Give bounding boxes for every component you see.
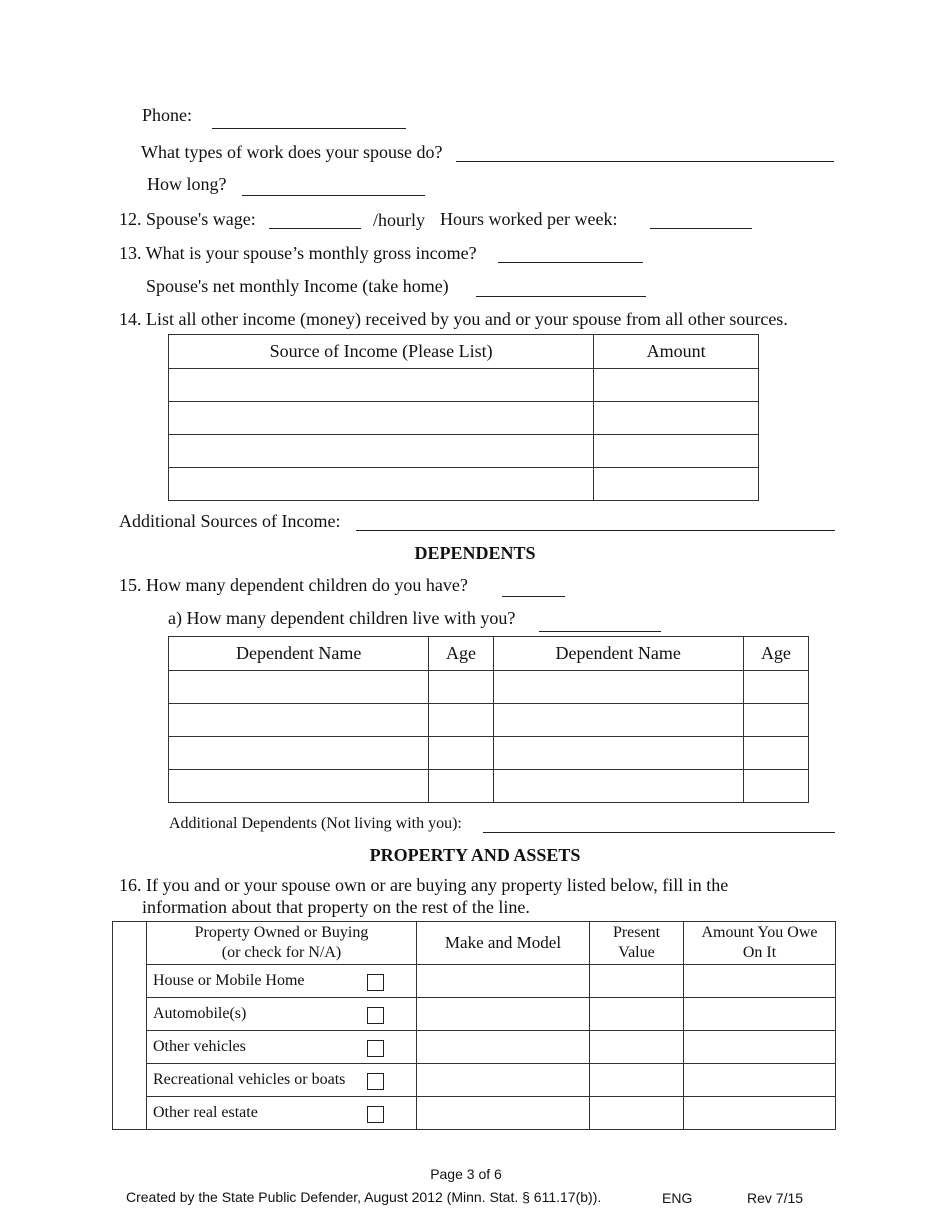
na-checkbox[interactable] [367, 974, 384, 991]
income-amount-cell[interactable] [594, 468, 759, 501]
present-value-cell[interactable] [590, 965, 684, 998]
amount-owed-header-line2: On It [742, 944, 777, 961]
na-checkbox[interactable] [367, 1073, 384, 1090]
dependent-name-cell[interactable] [493, 704, 743, 737]
footer-revision: Rev 7/15 [747, 1190, 804, 1206]
income-source-cell[interactable] [169, 468, 594, 501]
amount-owed-header [684, 922, 836, 965]
income-amount-cell[interactable] [594, 369, 759, 402]
spouse-wage-field[interactable] [269, 228, 361, 229]
property-side-column [113, 922, 147, 1130]
footer-language: ENG [662, 1190, 693, 1206]
present-value-header-line1: Present [612, 924, 661, 941]
amount-owed-header-line1: Amount You Owe [701, 924, 818, 941]
na-checkbox[interactable] [367, 1106, 384, 1123]
hours-per-week-label: Hours worked per week: [440, 209, 618, 229]
dependent-name-cell[interactable] [493, 671, 743, 704]
dependent-name-cell[interactable] [169, 737, 429, 770]
present-value-cell[interactable] [590, 998, 684, 1031]
property-owned-header-line1: Property Owned or Buying [194, 924, 369, 941]
gross-income-label: 13. What is your spouse’s monthly gross income? [119, 243, 477, 263]
dependent-age-cell[interactable] [743, 770, 808, 803]
na-checkbox[interactable] [367, 1007, 384, 1024]
property-table [112, 921, 836, 1130]
make-model-header: Make and Model [417, 922, 590, 965]
property-row-recreational [147, 1064, 417, 1097]
make-model-cell[interactable] [417, 965, 590, 998]
dependent-name-cell[interactable] [493, 737, 743, 770]
make-model-cell[interactable] [417, 998, 590, 1031]
dependent-name-cell[interactable] [169, 704, 429, 737]
additional-dependents-field[interactable] [483, 832, 835, 833]
hours-per-week-field[interactable] [650, 228, 752, 229]
dependents-living-question: a) How many dependent children live with you? [168, 608, 516, 628]
make-model-cell[interactable] [417, 1064, 590, 1097]
amount-owed-cell[interactable] [684, 1097, 836, 1130]
dependent-age-cell[interactable] [429, 737, 493, 770]
additional-income-field[interactable] [356, 530, 835, 531]
property-question-line1: 16. If you and or your spouse own or are buying any property listed below, fill in the [119, 875, 729, 895]
income-source-cell[interactable] [169, 435, 594, 468]
income-amount-cell[interactable] [594, 402, 759, 435]
work-type-label: What types of work does your spouse do? [141, 142, 443, 162]
hourly-label: /hourly [373, 210, 425, 230]
phone-label: Phone: [142, 105, 193, 125]
property-label-real-estate: Other real estate [153, 1104, 258, 1121]
dependents-heading: DEPENDENTS [414, 543, 536, 563]
property-owned-header-line2: (or check for N/A) [221, 944, 342, 961]
property-owned-header [147, 922, 417, 965]
dependent-children-question: 15. How many dependent children do you have? [119, 575, 468, 595]
dependent-name-cell[interactable] [493, 770, 743, 803]
property-row-other-vehicles [147, 1031, 417, 1064]
page-number: Page 3 of 6 [430, 1166, 502, 1182]
amount-owed-cell[interactable] [684, 998, 836, 1031]
dependent-name-cell[interactable] [169, 770, 429, 803]
spouse-wage-label: 12. Spouse's wage: [119, 209, 256, 229]
how-long-label: How long? [147, 174, 227, 194]
additional-dependents-label: Additional Dependents (Not living with you): [169, 815, 462, 832]
dependents-living-field[interactable] [539, 631, 661, 632]
property-row-real-estate [147, 1097, 417, 1130]
property-row-house [147, 965, 417, 998]
dependents-table [168, 636, 809, 803]
footer-created-by: Created by the State Public Defender, August 2012 (Minn. Stat. § 611.17(b)). [126, 1189, 602, 1205]
amount-owed-cell[interactable] [684, 965, 836, 998]
present-value-header-line2: Value [618, 944, 655, 961]
make-model-cell[interactable] [417, 1097, 590, 1130]
income-amount-cell[interactable] [594, 435, 759, 468]
property-question-line2: information about that property on the rest of the line. [142, 897, 530, 917]
amount-owed-cell[interactable] [684, 1064, 836, 1097]
dependent-age-cell[interactable] [429, 704, 493, 737]
dependent-age-cell[interactable] [429, 770, 493, 803]
how-long-field[interactable] [242, 195, 425, 196]
present-value-cell[interactable] [590, 1097, 684, 1130]
income-amount-header: Amount [594, 335, 759, 369]
property-label-recreational: Recreational vehicles or boats [153, 1071, 346, 1088]
dependent-name-cell[interactable] [169, 671, 429, 704]
dependent-name-header: Dependent Name [493, 637, 743, 671]
dependent-age-cell[interactable] [429, 671, 493, 704]
other-income-question: 14. List all other income (money) received by you and or your spouse from all other sources. [119, 309, 788, 329]
dependent-age-cell[interactable] [743, 737, 808, 770]
property-row-automobiles [147, 998, 417, 1031]
property-heading: PROPERTY AND ASSETS [369, 845, 581, 865]
property-label-other-vehicles: Other vehicles [153, 1038, 246, 1055]
additional-income-label: Additional Sources of Income: [119, 511, 341, 531]
property-label-house: House or Mobile Home [153, 972, 305, 989]
dependent-age-header: Age [429, 637, 493, 671]
dependent-name-header: Dependent Name [169, 637, 429, 671]
net-income-label: Spouse's net monthly Income (take home) [146, 276, 449, 296]
income-source-header: Source of Income (Please List) [169, 335, 594, 369]
property-label-automobiles: Automobile(s) [153, 1005, 247, 1022]
amount-owed-cell[interactable] [684, 1031, 836, 1064]
dependent-children-field[interactable] [502, 596, 565, 597]
income-source-cell[interactable] [169, 402, 594, 435]
income-table [168, 334, 759, 501]
make-model-cell[interactable] [417, 1031, 590, 1064]
work-type-field[interactable] [456, 161, 834, 162]
phone-field[interactable] [212, 128, 406, 129]
dependent-age-header: Age [743, 637, 808, 671]
na-checkbox[interactable] [367, 1040, 384, 1057]
net-income-field[interactable] [476, 296, 646, 297]
gross-income-field[interactable] [498, 262, 643, 263]
dependent-age-cell[interactable] [743, 704, 808, 737]
present-value-header [590, 922, 684, 965]
present-value-cell[interactable] [590, 1064, 684, 1097]
income-source-cell[interactable] [169, 369, 594, 402]
present-value-cell[interactable] [590, 1031, 684, 1064]
dependent-age-cell[interactable] [743, 671, 808, 704]
